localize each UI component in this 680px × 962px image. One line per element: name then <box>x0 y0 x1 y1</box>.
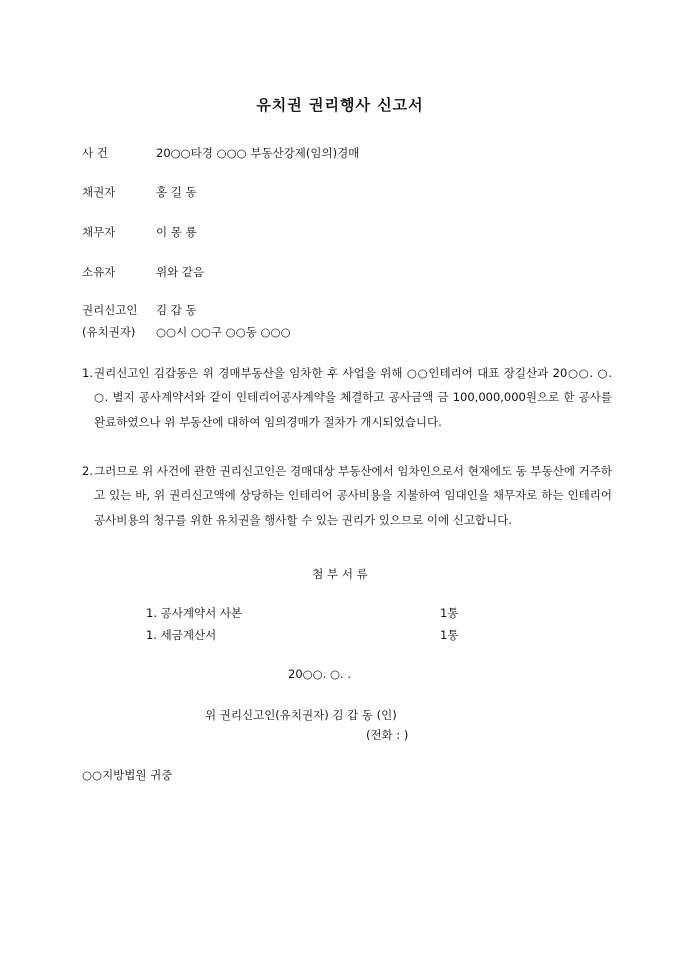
attachments-heading: 첨 부 서 류 <box>312 567 368 581</box>
attachment-item: 1. 세금계산서 <box>146 628 217 642</box>
phone-line: (전화 : ) <box>366 728 409 742</box>
field-label-owner: 소유자 <box>82 265 116 279</box>
attachment-qty: 1통 <box>440 628 459 642</box>
document-title: 유치권 권리행사 신고서 <box>256 96 424 114</box>
field-label-debtor: 채무자 <box>82 225 116 239</box>
field-value-claimant: 김 갑 동 <box>156 303 197 317</box>
paragraph-number: 1. <box>82 366 93 380</box>
paragraph-2 <box>82 459 612 532</box>
signature-line: 위 권리신고인(유치권자) 김 갑 동 (인) <box>205 708 397 722</box>
field-label-lien-holder: (유치권자) <box>82 325 136 339</box>
paragraph-text: 권리신고인 김갑동은 위 경매부동산을 임차한 후 사업을 위해 ○○인테리어 대표 장길산과 20○○. ○. ○. 별지 공사계약서와 같이 인테리어공사계약을 체결하고 공사금액 금 100,000,000원으로 한 공사를 완료하였으나 위 부동산에 대하여 임의경매가 절차가 개시되었습니다. <box>94 366 612 429</box>
paragraph-number: 2. <box>82 464 93 478</box>
court-addressee: ○○지방법원 귀중 <box>82 768 173 782</box>
attachment-qty: 1통 <box>440 606 459 620</box>
field-label-case: 사 건 <box>82 146 108 160</box>
field-value-owner: 위와 같음 <box>156 265 205 279</box>
document-date: 20○○. ○. . <box>288 667 352 681</box>
field-value-creditor: 홍 길 동 <box>156 185 197 199</box>
field-label-creditor: 채권자 <box>82 185 116 199</box>
field-label-claimant: 권리신고인 <box>82 303 138 317</box>
field-value-case: 20○○타경 ○○○ 부동산강제(임의)경매 <box>156 146 360 160</box>
field-value-debtor: 이 몽 룡 <box>156 225 197 239</box>
field-value-address: ○○시 ○○구 ○○동 ○○○ <box>156 325 291 339</box>
paragraph-1 <box>82 361 612 434</box>
attachment-item: 1. 공사계약서 사본 <box>146 606 243 620</box>
paragraph-text: 그러므로 위 사건에 관한 권리신고인은 경매대상 부동산에서 임차인으로서 현재에도 동 부동산에 거주하고 있는 바, 위 권리신고액에 상당하는 인테리어 공사비용을 지불하여 임대인을 채무자로 하는 인테리어공사비용의 청구를 위한 유치권을 행사할 수 있는 권리가 있으므로 이에 신고합니다. <box>94 464 612 527</box>
